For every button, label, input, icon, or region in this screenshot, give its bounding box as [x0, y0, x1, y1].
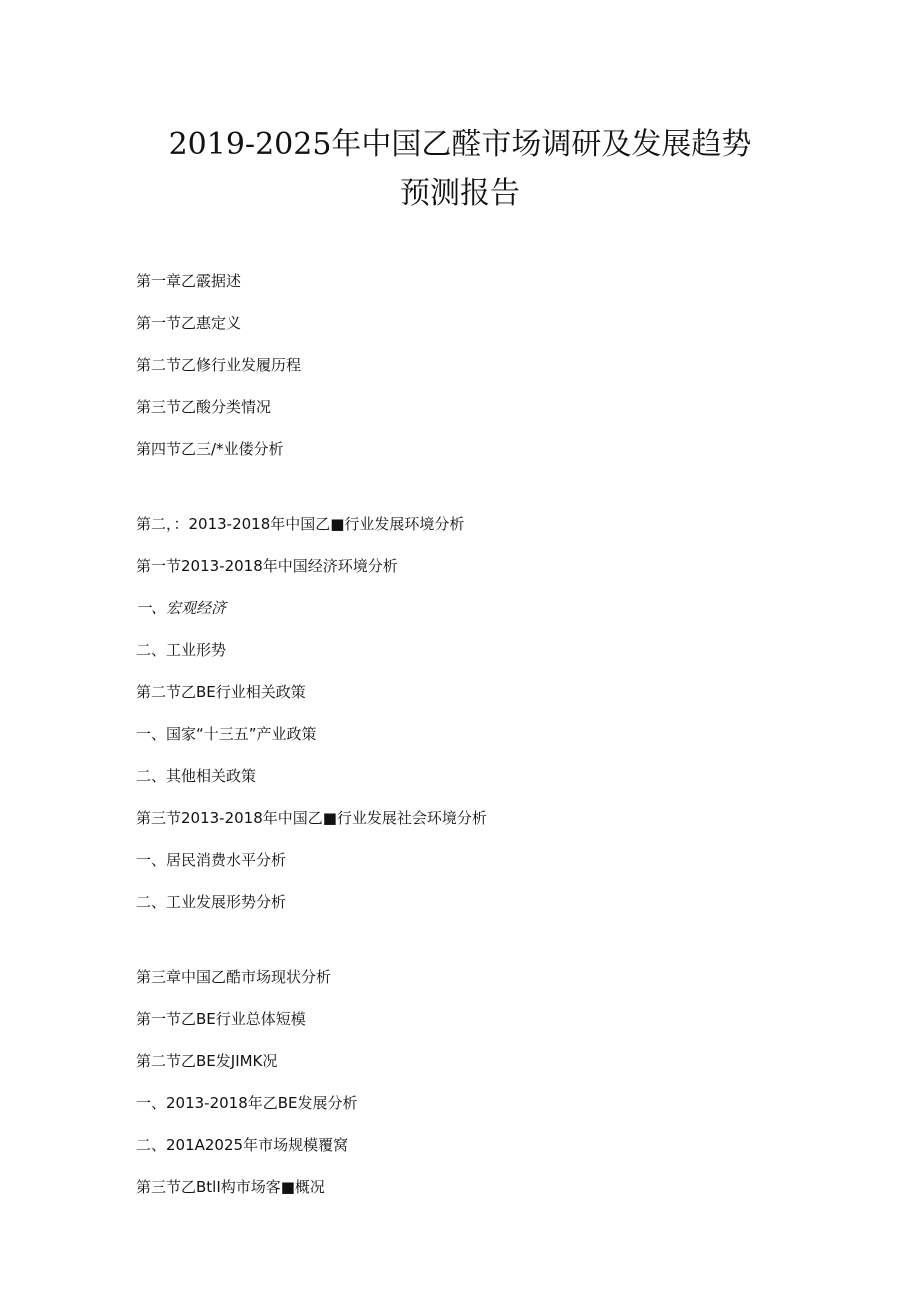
- toc-item-national-policy: 一、国家“十三五”产业政策: [136, 725, 317, 743]
- toc-section-2-1: 第一节2013-2018年中国经济环境分析: [136, 557, 398, 575]
- toc-section-1-4: 第四节乙三/*业偻分析: [136, 440, 284, 458]
- report-title-line-2: 预测报告: [400, 176, 520, 211]
- toc-chapter-2: 第二，：2013-2018年中国乙■行业发展环境分析: [136, 515, 465, 533]
- toc-item-development-analysis: 一、2013-2018年乙BE发展分析: [136, 1094, 358, 1112]
- toc-section-2-2: 第二节乙BE行业相关政策: [136, 683, 306, 701]
- toc-item-industrial-development: 二、工业发展形势分析: [136, 893, 287, 911]
- report-title-line-1: 2019-2025年中国乙醛市场调研及发展趋势: [168, 127, 752, 162]
- toc-chapter-3: 第三章中国乙酷市场现状分析: [136, 968, 332, 986]
- toc-item-consumption-level: 一、居民消费水平分析: [136, 851, 287, 869]
- toc-item-market-scale: 二、201A2025年市场规模覆窝: [136, 1136, 349, 1154]
- toc-item-macro-economy: 一、宏观经济: [136, 599, 227, 617]
- toc-section-3-2: 第二节乙BE发JIMK况: [136, 1052, 278, 1070]
- toc-section-1-1: 第一节乙惠定义: [136, 314, 242, 332]
- toc-item-industrial-situation: 二、工业形势: [136, 641, 227, 659]
- toc-section-3-3: 第三节乙BtlI构市场客■概况: [136, 1178, 325, 1196]
- toc-section-2-3: 第三节2013-2018年中国乙■行业发展社会环境分析: [136, 809, 487, 827]
- toc-section-1-2: 第二节乙修行业发履历程: [136, 356, 302, 374]
- toc-chapter-1: 第一章乙霰据述: [136, 272, 242, 290]
- toc-section-3-1: 第一节乙BE行业总体短模: [136, 1010, 306, 1028]
- toc-item-other-policies: 二、其他相关政策: [136, 767, 257, 785]
- toc-section-1-3: 第三节乙酸分类情况: [136, 398, 272, 416]
